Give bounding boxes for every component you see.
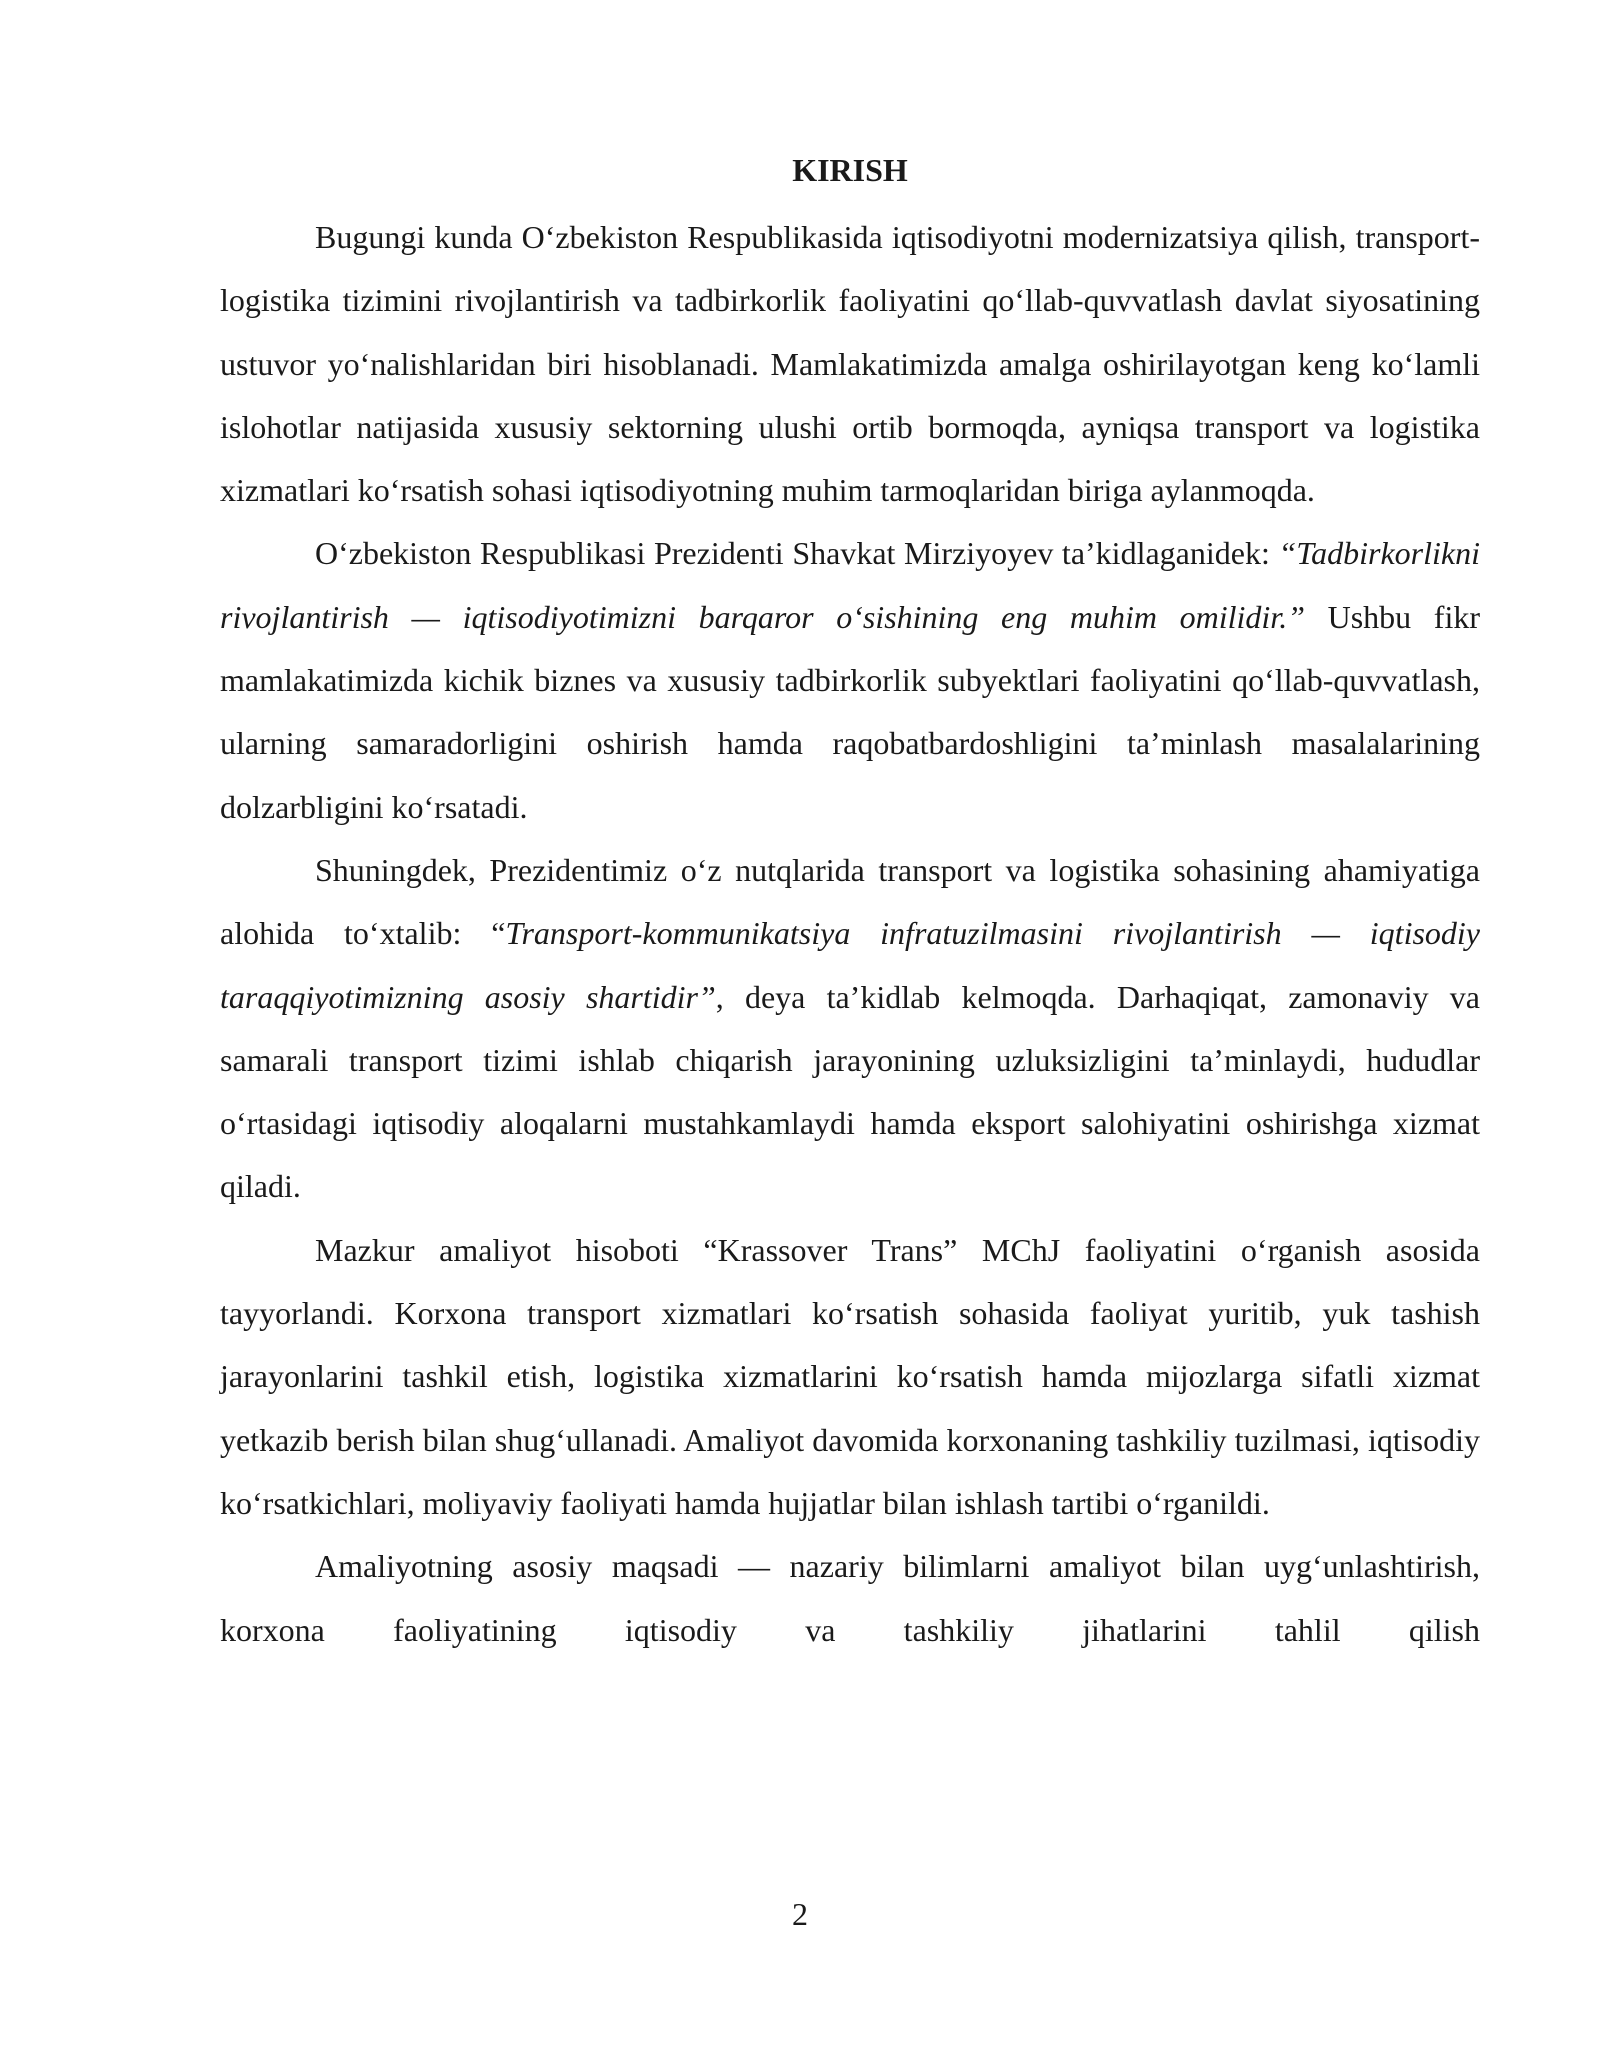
page-number: 2 — [792, 1896, 808, 1932]
paragraph-1-text: Bugungi kunda O‘zbekiston Respublikasida iqtisodiyotni modernizatsiya qilish, transport-logistika tizimini rivojlantirish va tadbirkorlik faoliyatini qo‘llab-quvvatlash davlat siyosatining ustuvor yo‘nalishlaridan biri hisoblanadi. Mamlakatimizda amalga oshirilayotgan keng ko‘lamli islohotlar natijasida xususiy sektorning ulushi ortib bormoqda, ayniqsa transport va logistika xizmatlari ko‘rsatish sohasi iqtisodiyotning muhim tarmoqlaridan biriga aylanmoqda. — [220, 219, 1480, 509]
paragraph-3-text-b: , deya ta’kidlab kelmoqda. Darhaqiqat, zamonaviy va samarali transport tizimi ishlab chiqarish jarayonining uzluksizligini ta’minlaydi, hududlar o‘rtasidagi iqtisodiy aloqalarni mustahkamlaydi hamda eksport salohiyatini oshirishga xizmat qiladi. — [220, 978, 1481, 1205]
paragraph-3-text-a: Shuningdek, Prezidentimiz o‘z nutqlarida transport va logistika sohasining ahamiyatiga alohida to‘xtalib: “ — [220, 851, 1480, 952]
body-text — [220, 206, 1480, 1662]
paragraph-4 — [220, 1219, 1480, 1535]
transport-quote: Transport-kommunikatsiya infratuzilmasini rivojlantirish — iqtisodiy taraqqiyotimizning asosiy shartidir” — [220, 915, 1481, 1015]
page-title: KIRISH — [792, 152, 908, 188]
paragraph-5 — [220, 1535, 1480, 1662]
paragraph-3 — [220, 839, 1480, 1219]
paragraph-2 — [220, 522, 1480, 838]
paragraph-1 — [220, 206, 1480, 522]
paragraph-2-text-a: O‘zbekiston Respublikasi Prezidenti Shavkat Mirziyoyev ta’kidlaganidek: — [315, 535, 1279, 572]
paragraph-4-text: Mazkur amaliyot hisoboti “Krassover Trans” MChJ faoliyatini o‘rganish asosida tayyorlandi. Korxona transport xizmatlari ko‘rsatish sohasida faoliyat yuritib, yuk tashish jarayonlarini tashkil etish, logistika xizmatlarini ko‘rsatish hamda mijozlarga sifatli xizmat yetkazib berish bilan shug‘ullanadi. Amaliyot davomida korxonaning tashkiliy tuzilmasi, iqtisodiy ko‘rsatkichlari, moliyaviy faoliyati hamda hujjatlar bilan ishlash tartibi o‘rganildi. — [220, 1231, 1480, 1521]
president-quote: “Tadbirkorlikni rivojlantirish — iqtisodiyotimizni barqaror o‘sishining eng muhim omilidir.” — [220, 535, 1480, 635]
paragraph-2-text-b: Ushbu fikr mamlakatimizda kichik biznes va xususiy tadbirkorlik subyektlari faoliyatini qo‘llab-quvvatlash, ularning samaradorligini oshirish hamda raqobatbardoshligini ta’minlash masalalarining dolzarbligini ko‘rsatadi. — [220, 598, 1480, 825]
paragraph-5-text: Amaliyotning asosiy maqsadi — nazariy bilimlarni amaliyot bilan uyg‘unlashtirish, korxona faoliyatining iqtisodiy va tashkiliy jihatlarini tahlil qilish — [220, 1548, 1480, 1648]
